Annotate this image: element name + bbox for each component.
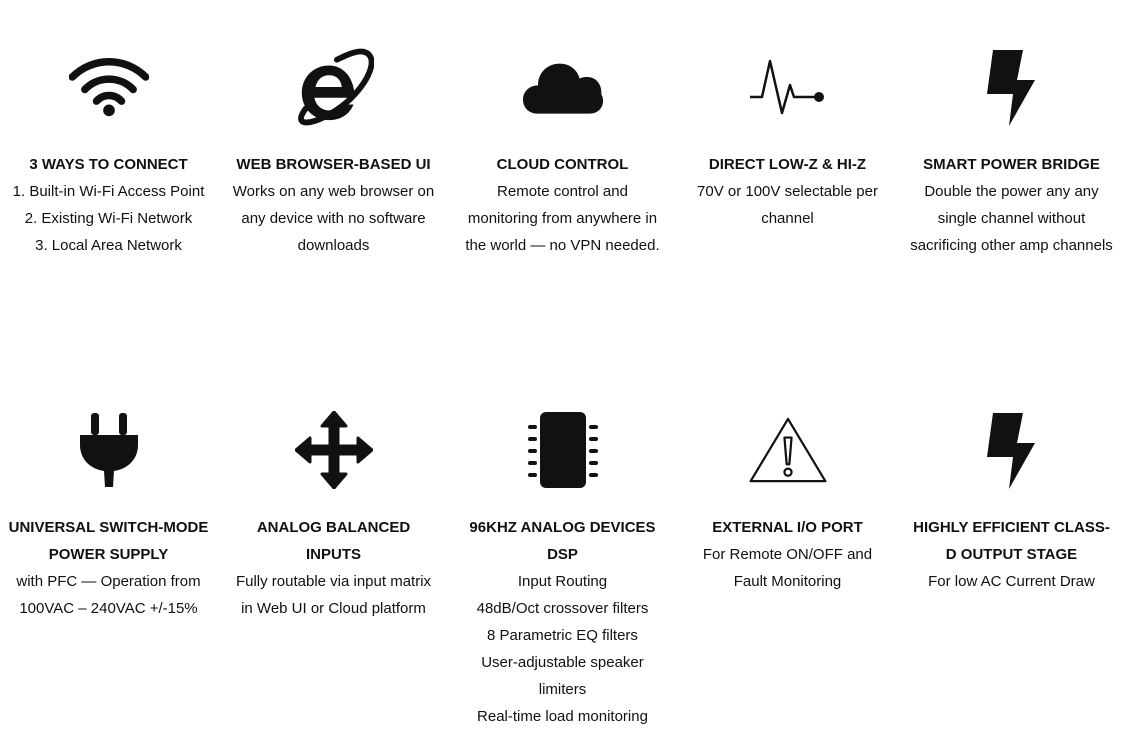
- web-browser-icon: [294, 47, 374, 127]
- feature-ways-to-connect: [0, 47, 217, 259]
- wifi-icon: [69, 47, 149, 127]
- power-plug-icon: [69, 410, 149, 490]
- feature-class-d-output: [900, 410, 1123, 730]
- cloud-icon: [523, 47, 603, 127]
- feature-power-supply: [0, 410, 217, 730]
- feature-title: WEB BROWSER-BASED UI: [236, 156, 431, 173]
- feature-description: 70V or 100V selectable per channel: [697, 183, 878, 227]
- feature-title: EXTERNAL I/O PORT: [712, 519, 863, 536]
- feature-title: DIRECT LOW-Z & HI-Z: [708, 156, 867, 173]
- feature-title: HIGHLY EFFICIENT CLASS- D OUTPUT STAGE: [913, 519, 1110, 563]
- microchip-icon: [523, 410, 603, 490]
- feature-title: CLOUD CONTROL: [496, 156, 629, 173]
- feature-description: Works on any web browser on any device with no software downloads: [232, 183, 435, 254]
- feature-description: Fully routable via input matrix in Web UI or Cloud platform: [235, 573, 432, 617]
- feature-description: Double the power any any single channel without sacrificing other amp channels: [910, 183, 1113, 254]
- feature-low-hi-z: [675, 47, 900, 259]
- move-arrows-icon: [294, 410, 374, 490]
- feature-title: ANALOG BALANCED INPUTS: [256, 519, 411, 563]
- feature-dsp: [450, 410, 675, 730]
- signal-waveform-icon: [748, 47, 828, 127]
- feature-analog-inputs: [217, 410, 450, 730]
- feature-description: For Remote ON/OFF and Fault Monitoring: [702, 546, 873, 590]
- feature-description: Remote control and monitoring from anywhere in the world — no VPN needed.: [465, 183, 660, 254]
- warning-triangle-icon: [748, 410, 828, 490]
- feature-title: SMART POWER BRIDGE: [923, 156, 1100, 173]
- feature-external-io: [675, 410, 900, 730]
- features-row-1: [0, 47, 1123, 259]
- feature-description: For low AC Current Draw: [928, 573, 1095, 590]
- feature-title: UNIVERSAL SWITCH-MODE POWER SUPPLY: [8, 519, 209, 563]
- feature-web-browser-ui: [217, 47, 450, 259]
- feature-cloud-control: [450, 47, 675, 259]
- feature-description: 1. Built-in Wi-Fi Access Point 2. Existing Wi-Fi Network 3. Local Area Network: [12, 183, 205, 254]
- lightning-bolt-icon: [972, 47, 1052, 127]
- lightning-bolt-icon: [972, 410, 1052, 490]
- feature-smart-power-bridge: [900, 47, 1123, 259]
- features-row-2: [0, 410, 1123, 730]
- feature-title: 96KHZ ANALOG DEVICES DSP: [469, 519, 656, 563]
- feature-description: Input Routing 48dB/Oct crossover filters 8 Parametric EQ filters User-adjustable speaker limiters Real-time load monitoring: [476, 573, 649, 725]
- feature-title: 3 WAYS TO CONNECT: [29, 156, 188, 173]
- feature-description: with PFC — Operation from 100VAC – 240VAC +/-15%: [16, 573, 201, 617]
